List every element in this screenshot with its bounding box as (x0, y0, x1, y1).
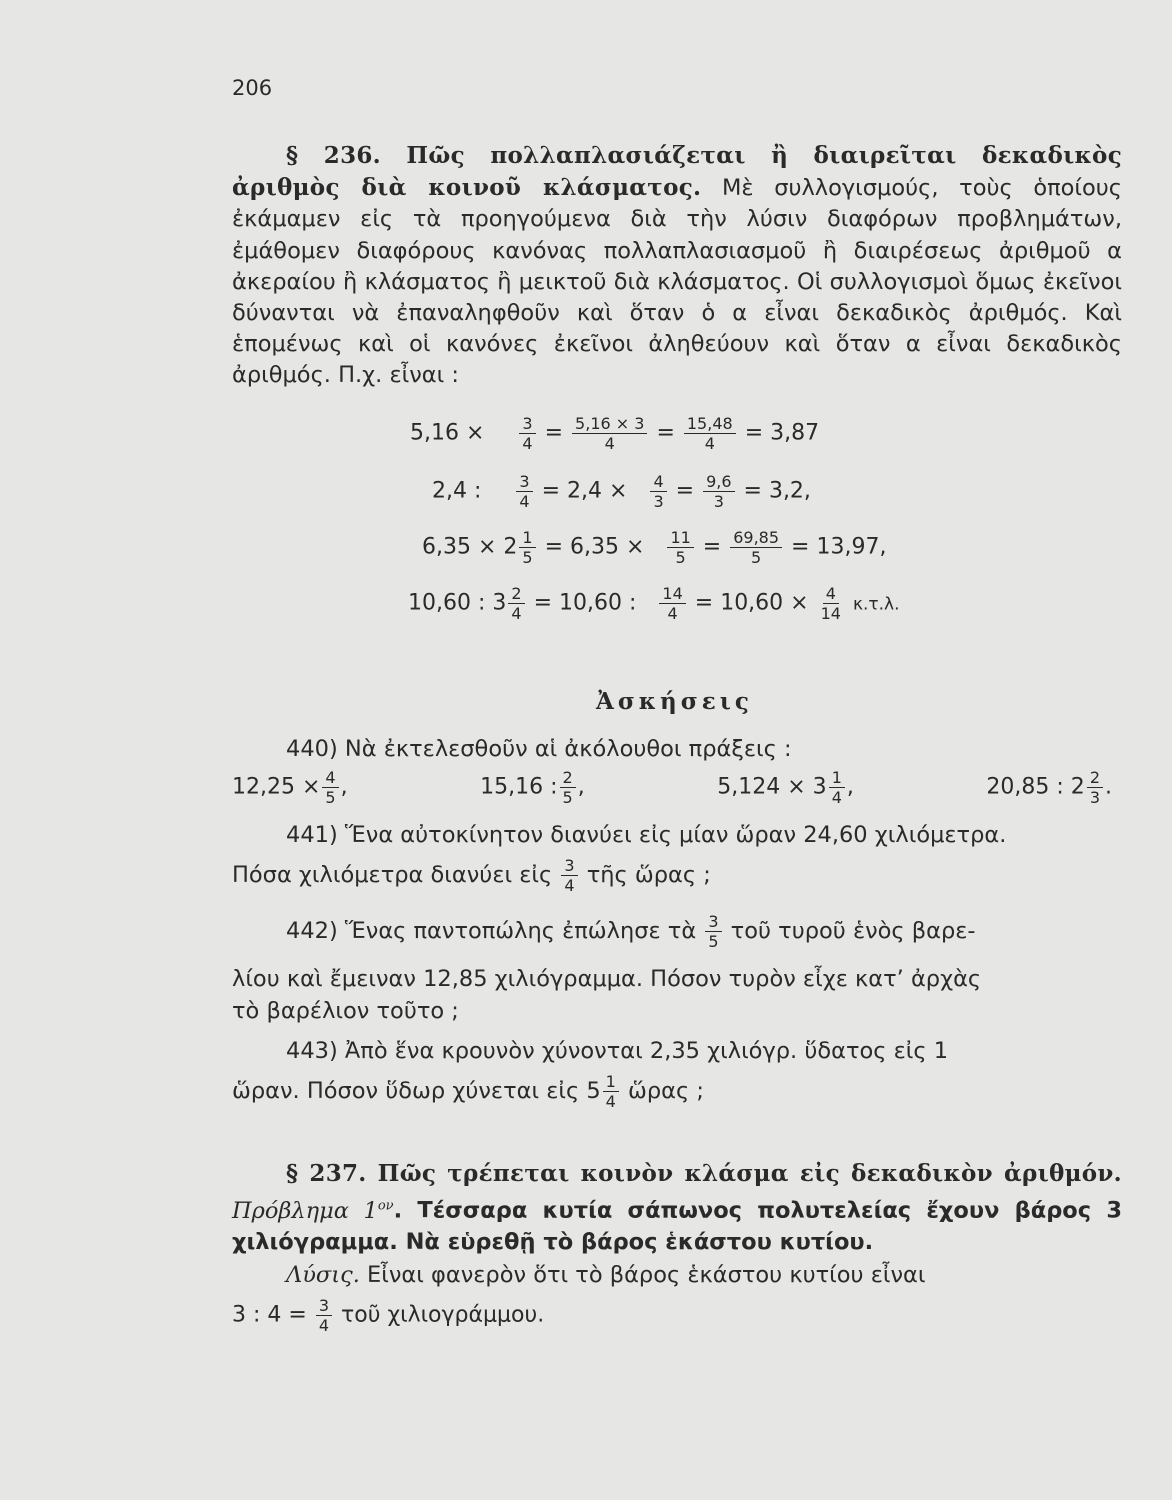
example-3-operand: 6,35 × 2 (422, 534, 518, 560)
solution-fraction: $\frac{3}{4}$ (316, 1296, 332, 1335)
exercise-440-items (232, 768, 1112, 807)
section-237-paragraph (232, 1158, 1122, 1258)
example-1-operand: 5,16 × (410, 420, 485, 446)
exercise-443-fraction: $\frac{1}{4}$ (603, 1072, 619, 1111)
example-3-fraction-c: $\frac{69,85}{5}$ (730, 528, 782, 567)
example-2-fraction-b: $\frac{4}{3}$ (650, 472, 666, 511)
example-4-result: κ.τ.λ. (852, 594, 900, 615)
example-4-fraction-c: $\frac{4}{14}$ (820, 584, 841, 623)
exercise-442-line-3: τὸ βαρέλιον τοῦτο ; (232, 998, 459, 1024)
example-1-result: = 3,87 (744, 420, 820, 446)
section-236-text: Μὲ συλλογισμούς, τοὺς ὁποίους ἐκάμαμεν εἰς τὰ προηγούμενα διὰ τὴν λύσιν διαφόρων προβλημάτων, ἐμάθομεν διαφόρους κανόνας πολλαπλασιασμοῦ ἢ διαιρέσεως ἀριθμοῦ α ἀκεραίου ἢ κλάσματος ἢ μεικτοῦ διὰ κλάσματος. Οἱ συλλογισμοὶ ὅμως ἐκεῖνοι δύνανται νὰ ἐπαναληφθοῦν καὶ ὅταν ὁ α εἶναι δεκαδικὸς ἀριθμός. Καὶ ἑπομένως καὶ οἱ κανόνες ἐκεῖνοι ἀληθεύουν καὶ ὅταν α εἶναι δεκαδικὸς ἀριθμός. Π.χ. εἶναι : (232, 175, 1123, 389)
solution-text: Εἶναι φανερὸν ὅτι τὸ βάρος ἑκάστου κυτίου εἶναι (367, 1262, 926, 1288)
example-3-equals-2: = (702, 534, 722, 560)
exercise-441-line-1: 441) Ἕνα αὐτοκίνητον διανύει εἰς μίαν ὥραν 24,60 χιλιόμετρα. (286, 822, 1007, 848)
exercise-440-item-2: 15,16 : $\frac{2}{5}$ , (480, 768, 585, 807)
example-1-fraction-c: $\frac{15,48}{4}$ (684, 414, 736, 453)
example-1-fraction-a: $\frac{3}{4}$ (519, 414, 535, 453)
example-4-fraction-b: $\frac{14}{4}$ (659, 584, 685, 623)
example-1-equals-2: = (656, 420, 675, 446)
example-3-equals: = 6,35 × (544, 534, 645, 560)
exercise-440-item-3: 5,124 × 3 $\frac{1}{4}$ , (717, 768, 854, 807)
exercise-442-fraction: $\frac{3}{5}$ (705, 912, 721, 951)
exercise-442-line-1: 442) Ἕνας παντοπώλης ἐπώλησε τὰ $\frac{3}{5}$ τοῦ τυροῦ ἑνὸς βαρε- (286, 912, 976, 951)
exercise-441-line-2: Πόσα χιλιόμετρα διανύει εἰς $\frac{3}{4}$ τῆς ὥρας ; (232, 856, 711, 895)
example-1-fraction-b: $\frac{5,16 \times 3}{4}$ (572, 414, 647, 453)
problem-label: Πρόβλημα $1^{o\nu}$ (232, 1197, 394, 1224)
example-3-fraction-b: $\frac{11}{5}$ (667, 528, 693, 567)
solution-equation: 3 : 4 = $\frac{3}{4}$ τοῦ χιλιογράμμου. (232, 1296, 545, 1335)
section-236-title: § 236. Πῶς πολλαπλασιάζεται ἢ διαιρεῖται δεκαδικὸς ἀριθμὸς διὰ κοινοῦ κλάσματος. (232, 142, 1122, 202)
example-4-equals: = 10,60 : (533, 590, 637, 616)
example-row-3 (422, 528, 886, 567)
exercises-heading: Ἀσκήσεις (596, 688, 753, 715)
example-2-fraction-a: $\frac{3}{4}$ (516, 472, 532, 511)
example-2-equals-2: = (675, 478, 695, 504)
example-row-2 (432, 472, 811, 511)
solution-line (286, 1262, 926, 1288)
solution-label: Λύσις. (286, 1262, 360, 1288)
example-1-equals: = (544, 420, 564, 446)
section-236-paragraph (232, 140, 1122, 392)
section-237-title: § 237. Πῶς τρέπεται κοινὸν κλάσμα εἰς δεκαδικὸν ἀριθμόν. (286, 1160, 1122, 1187)
example-3-fraction-a: $\frac{1}{5}$ (519, 528, 535, 567)
example-2-equals: = 2,4 × (541, 478, 628, 504)
exercise-441-fraction: $\frac{3}{4}$ (561, 856, 577, 895)
exercise-443-line-1: 443) Ἀπὸ ἕνα κρουνὸν χύνονται 2,35 χιλιόγρ. ὕδατος εἰς 1 (286, 1038, 949, 1064)
example-2-fraction-c: $\frac{9,6}{3}$ (703, 472, 734, 511)
exercise-440-item-4: 20,85 : 2 $\frac{2}{3}$ . (986, 768, 1112, 807)
exercise-440-item-1: 12,25 × $\frac{4}{5}$ , (232, 768, 348, 807)
exercise-442-line-2: λίου καὶ ἔμειναν 12,85 χιλιόγραμμα. Πόσον τυρὸν εἶχε κατ’ ἀρχὰς (232, 966, 982, 992)
example-3-result: = 13,97, (791, 534, 887, 560)
example-4-equals-2: = 10,60 × (694, 590, 809, 616)
example-row-4 (408, 584, 900, 623)
example-row-1 (410, 414, 819, 453)
example-4-operand: 10,60 : 3 (408, 590, 507, 616)
problem-text: . Τέσσαρα κυτία σάπωνος πολυτελείας ἔχουν βάρος 3 χιλιόγραμμα. Νὰ εὑρεθῇ τὸ βάρος ἑκάστου κυτίου. (232, 1197, 1122, 1255)
example-2-result: = 3,2, (743, 478, 811, 504)
page-number: 206 (232, 76, 273, 100)
example-4-fraction-a: $\frac{2}{4}$ (508, 584, 524, 623)
exercise-443-line-2: ὥραν. Πόσον ὕδωρ χύνεται εἰς 5 $\frac{1}{4}$ ὥρας ; (232, 1072, 704, 1111)
exercise-440-text: 440) Νὰ ἐκτελεσθοῦν αἱ ἀκόλουθοι πράξεις : (286, 736, 792, 762)
example-2-operand: 2,4 : (432, 478, 482, 504)
